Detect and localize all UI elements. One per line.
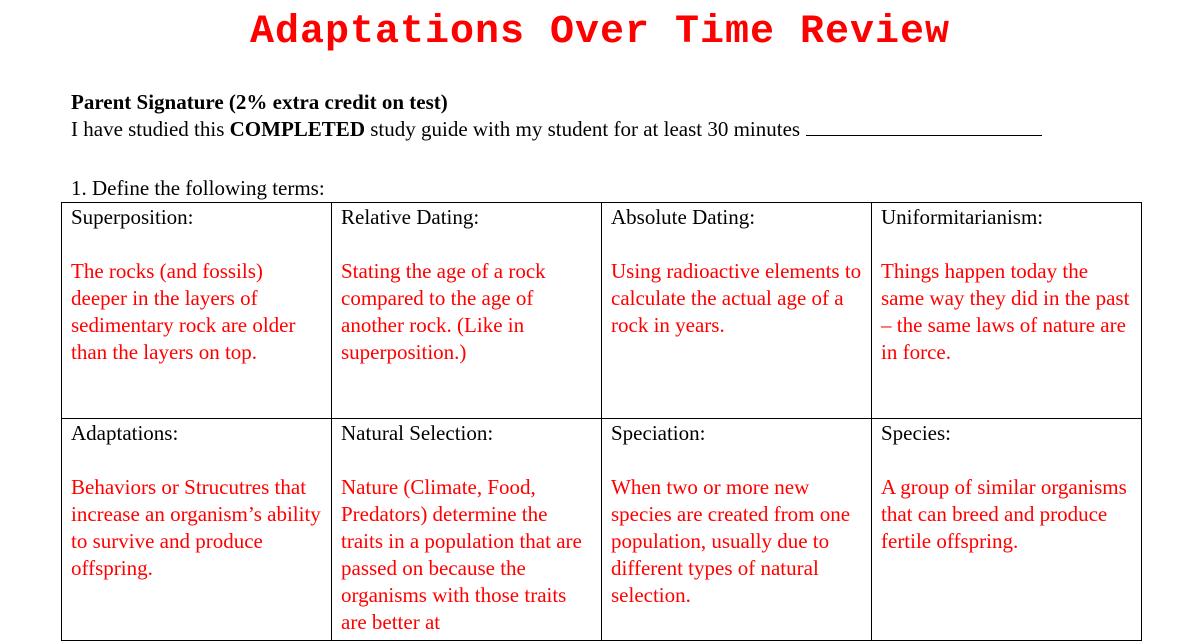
term-definition: When two or more new species are created from one population, usually due to different types of natural selection. — [611, 475, 851, 607]
term-definition: A group of similar organisms that can breed and produce fertile offspring. — [881, 475, 1127, 553]
signature-statement — [71, 117, 1042, 142]
question-1-prompt: 1. Define the following terms: — [71, 176, 325, 200]
term-definition: Behaviors or Strucutres that increase an organism’s ability to survive and produce offspring. — [71, 475, 321, 580]
term-label: Uniformitarianism: — [881, 205, 1044, 229]
term-label: Natural Selection: — [341, 421, 494, 445]
term-cell-relative-dating — [332, 203, 602, 419]
term-cell-uniformitarianism — [872, 203, 1142, 419]
terms-row-2 — [62, 419, 1142, 641]
term-label: Adaptations: — [71, 421, 179, 445]
term-cell-adaptations — [62, 419, 332, 641]
signature-text-bold: COMPLETED — [229, 117, 365, 141]
term-cell-superposition — [62, 203, 332, 419]
term-cell-speciation — [602, 419, 872, 641]
signature-text-after: study guide with my student for at least 30 minutes — [364, 117, 801, 141]
term-label: Speciation: — [611, 421, 706, 445]
term-definition: Stating the age of a rock compared to the age of another rock. (Like in superposition.) — [341, 259, 546, 364]
term-definition: The rocks (and fossils) deeper in the layers of sedimentary rock are older than the layers on top. — [71, 259, 296, 364]
term-cell-absolute-dating — [602, 203, 872, 419]
term-label: Superposition: — [71, 205, 194, 229]
term-label: Relative Dating: — [341, 205, 480, 229]
signature-heading: Parent Signature (2% extra credit on test) — [71, 90, 448, 114]
term-cell-species — [872, 419, 1142, 641]
term-label: Absolute Dating: — [611, 205, 756, 229]
term-definition: Nature (Climate, Food, Predators) determine the traits in a population that are passed on because the organisms with those traits are better at — [341, 475, 582, 634]
signature-blank-line[interactable] — [806, 117, 1042, 136]
term-label: Species: — [881, 421, 951, 445]
term-cell-natural-selection — [332, 419, 602, 641]
terms-table — [61, 202, 1142, 641]
signature-text-before: I have studied this — [71, 117, 230, 141]
terms-row-1 — [62, 203, 1142, 419]
term-definition: Things happen today the same way they did in the past – the same laws of nature are in force. — [881, 259, 1130, 364]
term-definition: Using radioactive elements to calculate the actual age of a rock in years. — [611, 259, 862, 337]
page-title: Adaptations Over Time Review — [249, 10, 951, 55]
